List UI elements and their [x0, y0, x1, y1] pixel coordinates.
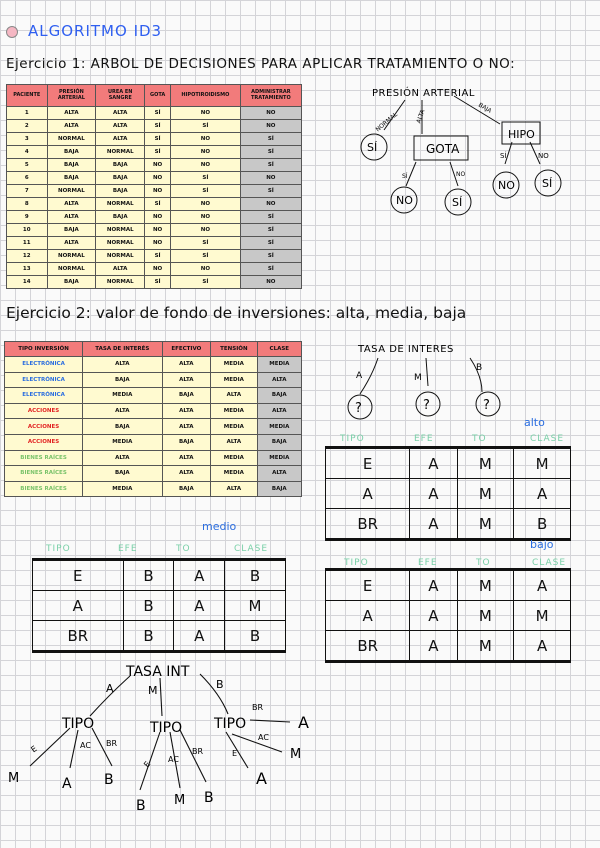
table-cell: A — [326, 601, 410, 631]
sub-header-to: TO — [176, 544, 191, 554]
table-cell: NO — [171, 263, 241, 276]
table-cell: SÍ — [171, 276, 241, 289]
page-title: ALGORITMO ID3 — [28, 22, 163, 40]
table-cell: M — [225, 591, 286, 621]
table-row — [5, 357, 302, 373]
bajo-table — [325, 568, 571, 663]
edge-label: B — [476, 363, 483, 373]
table-cell: MEDIA — [211, 450, 258, 466]
table-row — [33, 560, 286, 591]
table-cell: ALTA — [83, 450, 163, 466]
table-row — [7, 185, 302, 198]
table-row — [326, 509, 571, 540]
table-cell: E — [33, 560, 124, 591]
leaf-label: A — [298, 713, 309, 732]
table-cell: MEDIA — [83, 481, 163, 497]
table-cell: 8 — [7, 198, 48, 211]
table-row — [7, 120, 302, 133]
table-cell: SÍ — [145, 198, 171, 211]
table-row — [7, 250, 302, 263]
table-row — [326, 479, 571, 509]
table-row — [5, 419, 302, 435]
exercise1-table — [6, 84, 302, 289]
table-cell: BAJA — [96, 159, 145, 172]
table-cell: MEDIA — [211, 466, 258, 482]
edge-label: B — [216, 678, 224, 691]
header-cell: HIPOTIROIDISMO — [171, 85, 241, 107]
header-cell: TIPO INVERSIÓN — [5, 342, 83, 357]
edge-label: E — [29, 744, 39, 755]
sub-header-clase: CLASE — [532, 558, 567, 568]
table-cell: NO — [240, 120, 301, 133]
table-cell: ALTA — [96, 107, 145, 120]
table-cell: NO — [171, 211, 241, 224]
table-row — [5, 403, 302, 419]
table-cell: MEDIA — [257, 357, 301, 373]
table-row — [7, 172, 302, 185]
table-cell: BAJA — [257, 388, 301, 404]
edge-label: BR — [106, 739, 118, 748]
table-cell: 4 — [7, 146, 48, 159]
table-cell: 12 — [7, 250, 48, 263]
header-cell: EFECTIVO — [162, 342, 211, 357]
table-row — [326, 448, 571, 479]
table-cell: BAJA — [257, 434, 301, 450]
table-cell: ALTA — [47, 107, 96, 120]
table-cell: NO — [240, 276, 301, 289]
exercise2-final-tree — [0, 658, 340, 848]
table-cell: A — [410, 509, 457, 540]
table-row — [326, 601, 571, 631]
medio-table — [32, 558, 286, 653]
edge-label: A — [106, 682, 114, 695]
table-cell: NO — [171, 146, 241, 159]
leaf-label: NO — [498, 179, 515, 192]
table-cell: ALTA — [96, 263, 145, 276]
table-cell: BAJA — [47, 172, 96, 185]
edge-label: NORMAL — [374, 111, 399, 134]
table-header-row — [5, 342, 302, 357]
table-cell: NORMAL — [96, 146, 145, 159]
sub-header-efe: EFE — [118, 544, 138, 554]
table-row — [7, 107, 302, 120]
table-cell: A — [174, 621, 225, 652]
table-cell: NORMAL — [96, 237, 145, 250]
table-cell: A — [33, 591, 124, 621]
edge-label: E — [232, 749, 238, 758]
table-cell: BIENES RAÍCES — [5, 450, 83, 466]
table-cell: ALTA — [211, 434, 258, 450]
edge-label: NO — [456, 171, 466, 178]
leaf-label: M — [174, 793, 186, 808]
table-cell: 11 — [7, 237, 48, 250]
leaf-label: M — [290, 747, 302, 762]
table-cell: NORMAL — [47, 250, 96, 263]
tree-root: PRESIÓN ARTERIAL — [372, 88, 475, 99]
table-cell: 14 — [7, 276, 48, 289]
table-cell: M — [457, 479, 514, 509]
table-cell: ALTA — [211, 481, 258, 497]
node-label: ? — [483, 398, 490, 413]
table-cell: BAJA — [83, 419, 163, 435]
table-cell: ALTA — [162, 419, 211, 435]
table-cell: A — [410, 448, 457, 479]
table-cell: NO — [145, 172, 171, 185]
table-cell: ALTA — [257, 403, 301, 419]
table-cell: A — [326, 479, 410, 509]
exercise2-table — [4, 341, 302, 497]
table-cell: NORMAL — [47, 263, 96, 276]
table-cell: SÍ — [145, 120, 171, 133]
table-row — [33, 591, 286, 621]
table-cell: B — [123, 560, 174, 591]
table-cell: A — [410, 570, 457, 601]
sub-header-clase: CLASE — [530, 434, 565, 444]
leaf-label: SÍ — [452, 196, 463, 209]
table-cell: BIENES RAÍCES — [5, 481, 83, 497]
table-row — [7, 159, 302, 172]
header-cell: PACIENTE — [7, 85, 48, 107]
table-cell: NORMAL — [96, 224, 145, 237]
table-cell: 2 — [7, 120, 48, 133]
table-cell: NO — [240, 107, 301, 120]
table-cell: MEDIA — [211, 419, 258, 435]
table-cell: NORMAL — [96, 198, 145, 211]
table-cell: B — [123, 621, 174, 652]
leaf-label: B — [104, 772, 114, 788]
table-cell: ALTA — [83, 403, 163, 419]
sub-header-efe: EFE — [414, 434, 434, 444]
table-cell: A — [410, 601, 457, 631]
table-cell: A — [410, 479, 457, 509]
table-row — [5, 481, 302, 497]
table-cell: BAJA — [83, 466, 163, 482]
table-row — [326, 570, 571, 601]
header-cell: TENSIÓN — [211, 342, 258, 357]
sub-header-tipo: TIPO — [340, 434, 365, 444]
table-cell: ALTA — [47, 237, 96, 250]
table-row — [5, 450, 302, 466]
table-cell: B — [225, 560, 286, 591]
sub-header-efe: EFE — [418, 558, 438, 568]
table-cell: M — [514, 601, 571, 631]
node-label: TIPO — [62, 716, 95, 732]
table-cell: ELECTRÓNICA — [5, 357, 83, 373]
table-cell: SÍ — [240, 237, 301, 250]
table-cell: NO — [171, 133, 241, 146]
table-row — [7, 133, 302, 146]
node-label: TIPO — [150, 720, 183, 736]
table-cell: ALTA — [47, 120, 96, 133]
table-header-row — [7, 85, 302, 107]
table-cell: MEDIA — [211, 372, 258, 388]
sub-header-tipo: TIPO — [46, 544, 71, 554]
table-cell: BAJA — [47, 159, 96, 172]
table-cell: NO — [240, 198, 301, 211]
edge-label: BR — [192, 747, 204, 756]
bullet-icon — [6, 26, 18, 38]
table-row — [326, 631, 571, 662]
table-row — [5, 434, 302, 450]
table-cell: BAJA — [96, 172, 145, 185]
table-cell: ELECTRÓNICA — [5, 372, 83, 388]
table-cell: SÍ — [171, 185, 241, 198]
table-cell: SÍ — [240, 146, 301, 159]
table-row — [7, 224, 302, 237]
table-cell: BAJA — [47, 146, 96, 159]
table-cell: M — [457, 448, 514, 479]
table-row — [7, 198, 302, 211]
leaf-label: SÍ — [367, 141, 378, 154]
table-cell: BAJA — [96, 185, 145, 198]
sub-header-to: TO — [476, 558, 491, 568]
sub-header-to: TO — [472, 434, 487, 444]
table-cell: NORMAL — [47, 133, 96, 146]
edge-label: E — [142, 759, 153, 770]
alto-table — [325, 446, 571, 541]
table-row — [7, 276, 302, 289]
table-cell: M — [514, 448, 571, 479]
node-label: ? — [423, 398, 430, 413]
table-cell: 3 — [7, 133, 48, 146]
table-cell: ALTA — [96, 120, 145, 133]
table-cell: 5 — [7, 159, 48, 172]
edge-label: A — [356, 371, 363, 381]
table-cell: SÍ — [145, 276, 171, 289]
table-cell: SÍ — [240, 263, 301, 276]
table-cell: 10 — [7, 224, 48, 237]
table-cell: BAJA — [162, 434, 211, 450]
table-cell: BR — [326, 631, 410, 662]
table-cell: ACCIONES — [5, 419, 83, 435]
table-cell: BR — [33, 621, 124, 652]
table-cell: A — [514, 631, 571, 662]
table-cell: BAJA — [162, 388, 211, 404]
table-row — [7, 263, 302, 276]
exercise1-heading: Ejercicio 1: ARBOL DE DECISIONES PARA APLICAR TRATAMIENTO O NO: — [6, 56, 516, 72]
table-cell: E — [326, 570, 410, 601]
table-cell: 7 — [7, 185, 48, 198]
table-cell: ALTA — [257, 466, 301, 482]
table-cell: ALTA — [162, 466, 211, 482]
table-cell: ALTA — [162, 372, 211, 388]
table-cell: A — [514, 479, 571, 509]
exercise2-top-tree — [330, 336, 520, 426]
table-cell: BR — [326, 509, 410, 540]
table-cell: ALTA — [162, 450, 211, 466]
table-cell: 1 — [7, 107, 48, 120]
bajo-label: bajo — [530, 538, 554, 551]
leaf-label: B — [136, 798, 146, 814]
table-cell: NO — [145, 263, 171, 276]
table-cell: ALTA — [96, 133, 145, 146]
table-cell: NO — [145, 237, 171, 250]
table-cell: B — [514, 509, 571, 540]
table-cell: SÍ — [171, 237, 241, 250]
table-cell: ELECTRÓNICA — [5, 388, 83, 404]
table-row — [5, 388, 302, 404]
table-cell: A — [174, 591, 225, 621]
table-cell: SÍ — [240, 185, 301, 198]
table-cell: ACCIONES — [5, 403, 83, 419]
node-label: HIPO — [508, 128, 535, 141]
exercise2-heading: Ejercicio 2: valor de fondo de inversiones: alta, media, baja — [6, 304, 467, 322]
medio-label: medio — [202, 520, 237, 533]
table-cell: NO — [171, 224, 241, 237]
table-cell: ALTA — [47, 198, 96, 211]
edge-label: ALTA — [415, 108, 427, 125]
header-cell: PRESIÓN ARTERIAL — [47, 85, 96, 107]
table-cell: ALTA — [162, 403, 211, 419]
table-cell: MEDIA — [211, 403, 258, 419]
exercise1-tree — [350, 82, 600, 222]
table-cell: NO — [240, 172, 301, 185]
table-cell: ALTA — [211, 388, 258, 404]
table-cell: BAJA — [162, 481, 211, 497]
table-cell: ALTA — [83, 357, 163, 373]
leaf-label: A — [256, 769, 267, 788]
table-cell: BAJA — [96, 211, 145, 224]
table-cell: SÍ — [171, 250, 241, 263]
table-cell: MEDIA — [257, 450, 301, 466]
leaf-label: B — [204, 790, 214, 806]
table-cell: M — [457, 509, 514, 540]
table-cell: M — [457, 570, 514, 601]
table-cell: 9 — [7, 211, 48, 224]
table-row — [33, 621, 286, 652]
leaf-label: A — [62, 776, 72, 792]
node-label: TIPO — [214, 716, 247, 732]
table-cell: BAJA — [83, 372, 163, 388]
table-cell: NORMAL — [96, 250, 145, 263]
table-cell: MEDIA — [83, 434, 163, 450]
edge-label: BAJA — [477, 101, 493, 115]
header-cell: ADMINISTRAR TRATAMIENTO — [240, 85, 301, 107]
table-cell: B — [225, 621, 286, 652]
table-row — [7, 237, 302, 250]
leaf-label: NO — [396, 194, 413, 207]
edge-label: AC — [258, 733, 269, 742]
table-cell: SÍ — [240, 224, 301, 237]
table-cell: B — [123, 591, 174, 621]
header-cell: GOTA — [145, 85, 171, 107]
header-cell: TASA DE INTERÉS — [83, 342, 163, 357]
header-cell: UREA EN SANGRE — [96, 85, 145, 107]
table-cell: NO — [145, 211, 171, 224]
table-cell: SÍ — [171, 172, 241, 185]
table-cell: SÍ — [145, 133, 171, 146]
leaf-label: SÍ — [542, 177, 553, 190]
table-row — [7, 211, 302, 224]
table-row — [7, 146, 302, 159]
table-cell: SÍ — [145, 146, 171, 159]
table-cell: SÍ — [240, 211, 301, 224]
table-cell: NO — [145, 185, 171, 198]
table-cell: BIENES RAÍCES — [5, 466, 83, 482]
edge-label: SÍ — [500, 152, 507, 160]
table-cell: MEDIA — [211, 357, 258, 373]
tree-root: TASA INT — [126, 664, 190, 680]
edge-label: AC — [168, 755, 179, 764]
table-cell: NORMAL — [96, 276, 145, 289]
table-cell: A — [174, 560, 225, 591]
table-cell: NO — [145, 159, 171, 172]
table-cell: 6 — [7, 172, 48, 185]
table-cell: MEDIA — [257, 419, 301, 435]
table-cell: SÍ — [145, 107, 171, 120]
table-cell: NO — [171, 198, 241, 211]
table-cell: SÍ — [145, 250, 171, 263]
table-row — [5, 466, 302, 482]
table-cell: SÍ — [240, 159, 301, 172]
table-cell: M — [457, 631, 514, 662]
table-cell: BAJA — [257, 481, 301, 497]
table-cell: ACCIONES — [5, 434, 83, 450]
table-cell: A — [410, 631, 457, 662]
edge-label: AC — [80, 741, 91, 750]
table-cell: SÍ — [171, 120, 241, 133]
table-cell: M — [457, 601, 514, 631]
table-cell: NO — [171, 159, 241, 172]
node-label: ? — [355, 401, 362, 416]
table-cell: ALTA — [162, 357, 211, 373]
table-cell: MEDIA — [83, 388, 163, 404]
table-cell: SÍ — [240, 133, 301, 146]
edge-label: SÍ — [402, 173, 408, 180]
header-cell: CLASE — [257, 342, 301, 357]
leaf-label: M — [8, 771, 20, 786]
table-cell: NO — [171, 107, 241, 120]
table-cell: SÍ — [240, 250, 301, 263]
alto-label: alto — [524, 416, 545, 429]
table-cell: 13 — [7, 263, 48, 276]
sub-header-tipo: TIPO — [344, 558, 369, 568]
sub-header-clase: CLASE — [234, 544, 269, 554]
table-cell: ALTA — [47, 211, 96, 224]
table-row — [5, 372, 302, 388]
edge-label: M — [414, 373, 422, 383]
table-cell: BAJA — [47, 276, 96, 289]
table-cell: BAJA — [47, 224, 96, 237]
table-cell: A — [514, 570, 571, 601]
tree-root: TASA DE INTERES — [358, 344, 454, 355]
table-cell: E — [326, 448, 410, 479]
table-cell: NO — [145, 224, 171, 237]
edge-label: NO — [538, 152, 549, 160]
table-cell: NORMAL — [47, 185, 96, 198]
edge-label: M — [148, 684, 158, 697]
table-cell: ALTA — [257, 372, 301, 388]
edge-label: BR — [252, 703, 264, 712]
node-label: GOTA — [426, 142, 460, 156]
